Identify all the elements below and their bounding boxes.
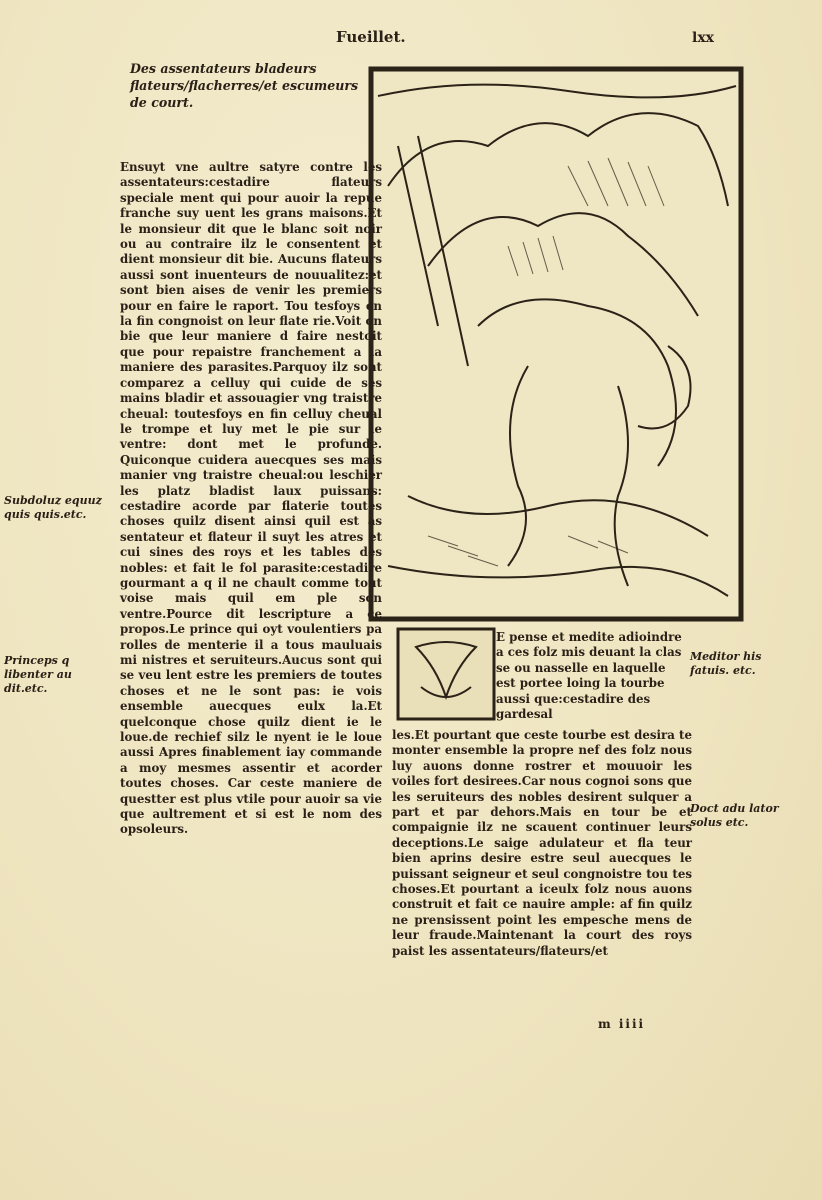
margin-note: Meditor his fatuis. etc.: [690, 650, 762, 677]
chapter-title: Des assentateurs bladeurs flateurs/flacherres/et escumeurs de court.: [130, 61, 359, 110]
margin-note: Doct adu lator solus etc.: [690, 802, 779, 829]
right-opening-text: E pense et medite adioindre a ces folz mis deuant la clas se ou nasselle en laquelle est portee loing la tourbe aussi que:cestadire des gardesal: [496, 630, 682, 722]
paragraph: Ensuyt vne aultre satyre contre les assentateurs:cestadire flateurs speciale ment qui pour auoir la repue franche suy uent les grans maisons.Et le monsieur dit que le blanc soit noir ou au contraire ilz le consentent et dient monsieur dit bie. Aucuns flateurs aussi sont inuenteurs de nouualitez:et sont bien aises de venir les premiers pour en faire le raport. Tou tesfoys en la fin congnoist on leur flate rie.Voit on bie que leur maniere d faire nestoit que pour repaistre franchement a la maniere des parasites.Parquoy ilz sont comparez a celluy qui cuide de ses mains bladir et assouagier vng traistre cheual: toutesfoys en fin celluy cheual le trompe et luy met le pie sur le ventre: dont met le profunde. Quiconque cuidera auecques ses mais manier vng traistre cheual:ou leschier les platz bladist laux puissans: cestadire acorde par flaterie toutes choses quilz disent ainsi quil est as sentateur et flateur il suyt les atres et cui sines des roys et les tables des nobles: et fait le fol parasite:cestadire gourmant a q il ne chault comme tout voise mais quil em ple son ventre.Pource dit lescripture a ce propos.Le prince qui oyt voulentiers pa rolles de menterie il a tous mauluais mi nistres et seruiteurs.Aucus sont qui se veu lent estre les premiers de toutes choses et ne le sont pas: ie vois ensemble auecques eulx la.Et quelconque chose quilz dient ie le loue.de rechief silz le nyent ie le loue aussi Apres finablement iay commande a moy mesmes assentir et acorder toutes choses. Car ceste maniere de questter est plus vtile pour auoir sa vie que aultrement et si est le nom des opsoleurs.: [120, 160, 382, 837]
margin-note: Subdoluz equuz quis quis.etc.: [4, 494, 102, 521]
left-text-column: [120, 160, 382, 838]
signature-mark: m iiii: [598, 1017, 646, 1031]
decorated-initial: [396, 627, 496, 721]
right-text-column: [392, 728, 692, 959]
folio-number: lxx: [692, 30, 715, 46]
running-head: Fueillet.: [336, 28, 406, 46]
woodcut-illustration: [368, 66, 744, 622]
paragraph: les.Et pourtant que ceste tourbe est desira te monter ensemble la propre nef des folz nous luy auons donne rostrer et mouuoir les voiles fort desirees.Car nous cognoi sons que les seruiteurs des nobles desirent sulquer a part et par dehors.Mais en tour be et compaignie ilz ne scauent continuer leurs deceptions.Le saige adulateur et fla teur bien aprins desire estre seul auecques le puissant seigneur et seul congnoistre tou tes choses.Et pourtant a iceulx folz nous auons construit et fait ce nauire ample: af fin quilz ne prensissent point les empesche mens de leur fraude.Maintenant la court des roys paist les assentateurs/flateurs/et: [392, 728, 692, 958]
margin-note: Princeps q libenter au dit.etc.: [4, 654, 72, 695]
